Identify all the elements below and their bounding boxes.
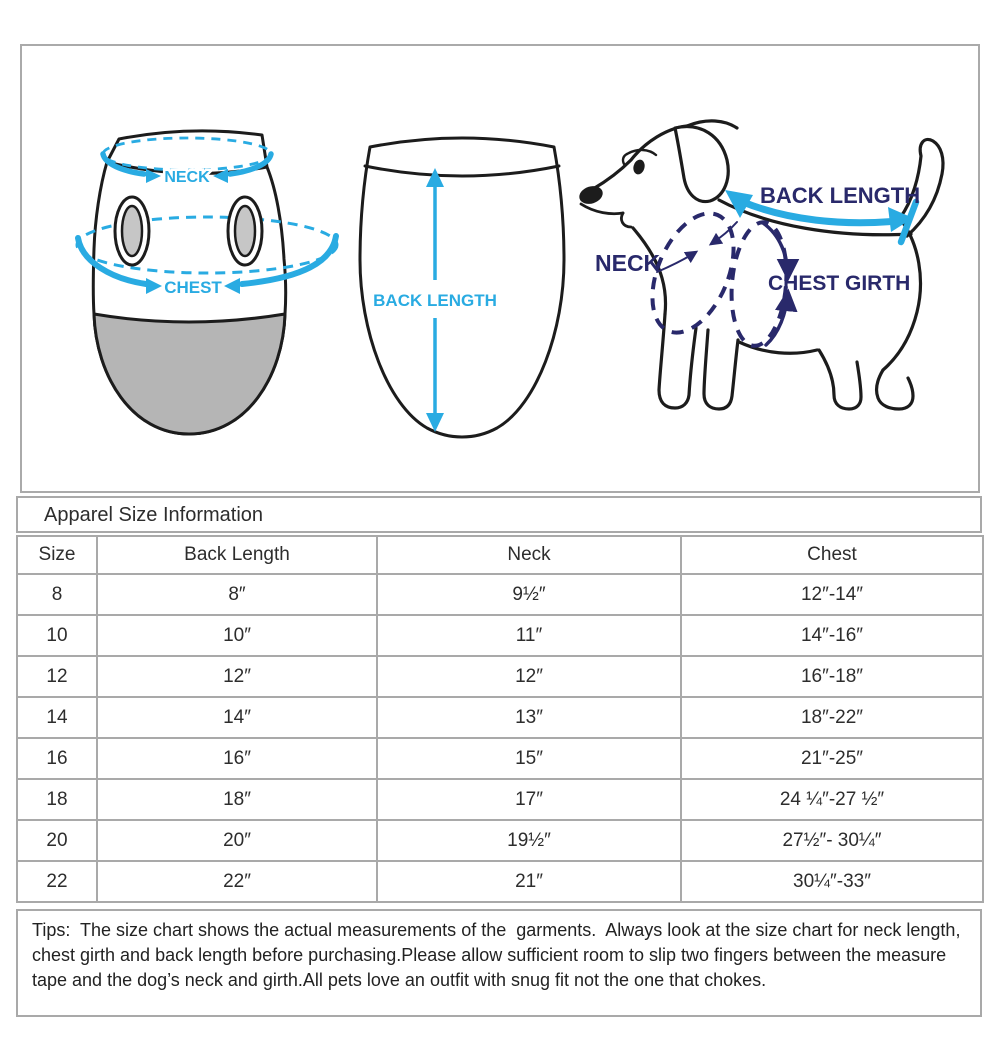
cell-size: 12 <box>17 656 97 697</box>
dog-chest-label: CHEST GIRTH <box>768 272 911 295</box>
cell-size: 8 <box>17 574 97 615</box>
table-row <box>17 738 983 779</box>
table-row <box>17 615 983 656</box>
cell-chest: 27½″- 30¼″ <box>681 820 983 861</box>
dog-neck-label: NECK <box>595 250 661 276</box>
cell-back-length: 18″ <box>97 779 377 820</box>
col-header-neck: Neck <box>377 536 681 574</box>
col-header-back: Back Length <box>97 536 377 574</box>
cell-size: 22 <box>17 861 97 902</box>
tips-text: Tips: The size chart shows the actual measurements of the garments. Always look at the size chart for neck length, chest girth and back length before purchasing.Please allow sufficient room to slip two fingers between the measure tape and the dog’s neck and girth.All pets love an outfit with snug fit not the one that chokes. <box>16 909 982 1017</box>
cell-chest: 21″-25″ <box>681 738 983 779</box>
apparel-size-table <box>16 535 984 903</box>
cell-neck: 9½″ <box>377 574 681 615</box>
table-row <box>17 697 983 738</box>
table-row <box>17 656 983 697</box>
illustration-panel <box>20 44 980 493</box>
dog-eye <box>632 158 647 175</box>
cell-chest: 24 ¼″-27 ½″ <box>681 779 983 820</box>
chest-ring-solid-bottom <box>766 293 788 345</box>
cell-chest: 12″-14″ <box>681 574 983 615</box>
cell-neck: 15″ <box>377 738 681 779</box>
cell-back-length: 16″ <box>97 738 377 779</box>
cell-neck: 11″ <box>377 615 681 656</box>
table-row <box>17 574 983 615</box>
cell-neck: 19½″ <box>377 820 681 861</box>
dog-back-length-label: BACK LENGTH <box>760 183 921 208</box>
cell-size: 20 <box>17 820 97 861</box>
cell-size: 18 <box>17 779 97 820</box>
cell-back-length: 22″ <box>97 861 377 902</box>
col-header-chest: Chest <box>681 536 983 574</box>
cell-chest: 14″-16″ <box>681 615 983 656</box>
col-header-size: Size <box>17 536 97 574</box>
garment-back-diagram <box>347 120 577 440</box>
cell-back-length: 20″ <box>97 820 377 861</box>
garment-front-diagram <box>60 114 350 444</box>
cell-neck: 13″ <box>377 697 681 738</box>
cell-size: 14 <box>17 697 97 738</box>
garment-front-hem <box>94 314 285 434</box>
garment-front-neck-label: NECK <box>164 169 210 186</box>
garment-front-chest-label: CHEST <box>164 278 222 297</box>
table-row <box>17 820 983 861</box>
cell-back-length: 8″ <box>97 574 377 615</box>
table-row <box>17 861 983 902</box>
cell-neck: 17″ <box>377 779 681 820</box>
cell-size: 10 <box>17 615 97 656</box>
table-header-row <box>17 536 983 574</box>
table-title: Apparel Size Information <box>16 496 982 533</box>
cell-chest: 30¼″-33″ <box>681 861 983 902</box>
cell-neck: 21″ <box>377 861 681 902</box>
cell-neck: 12″ <box>377 656 681 697</box>
garment-back-body <box>360 138 564 437</box>
cell-back-length: 10″ <box>97 615 377 656</box>
cell-size: 16 <box>17 738 97 779</box>
garment-back-length-label: BACK LENGTH <box>373 291 497 310</box>
cell-back-length: 14″ <box>97 697 377 738</box>
cell-chest: 18″-22″ <box>681 697 983 738</box>
cell-chest: 16″-18″ <box>681 656 983 697</box>
table-row <box>17 779 983 820</box>
neck-pointer-arrow-1 <box>657 252 696 272</box>
dog-diagram <box>567 102 977 447</box>
cell-back-length: 12″ <box>97 656 377 697</box>
